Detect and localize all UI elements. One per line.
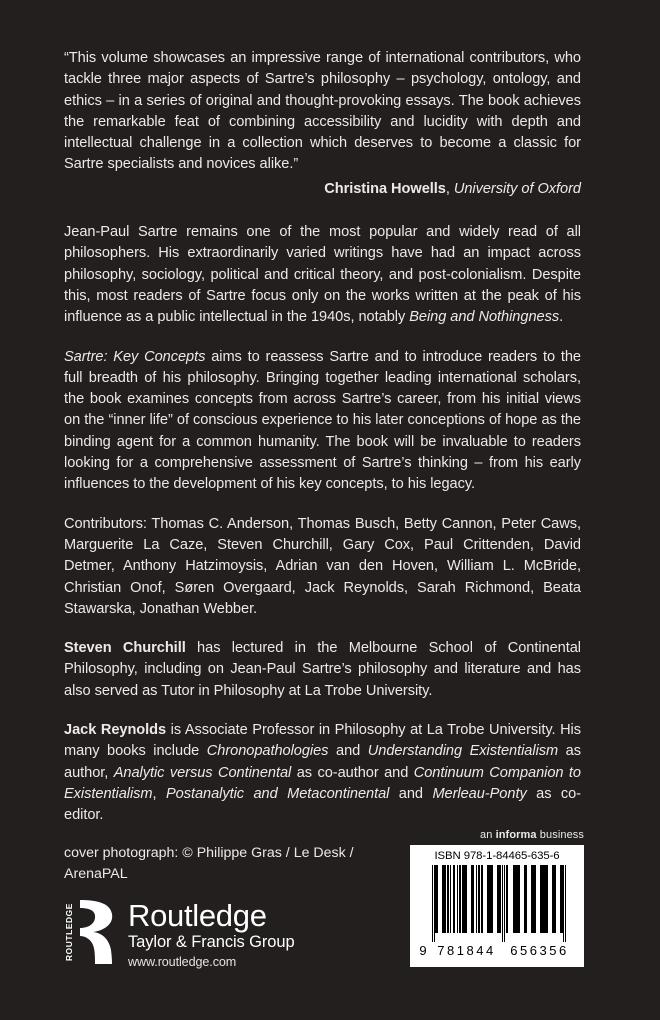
endorsement-attribution [64,179,581,200]
bio-reynolds-title-understanding-existentialism: Understanding Existentialism [367,743,559,760]
bio-reynolds-text-6: and [389,785,433,802]
bio-reynolds-title-merleau-ponty: Merleau-Ponty [432,785,527,802]
bio-steven-churchill [64,638,581,702]
routledge-r-icon [76,898,118,966]
endorsement-separator: , [445,180,454,197]
bio-reynolds-title-analytic-versus-continental: Analytic versus Continental [113,764,292,781]
isbn-number: ISBN 978-1-84465-635-6 [434,850,560,862]
blurb-p1-text: Jean-Paul Sartre remains one of the most popular and widely read of all philosophers. His extraordinarily varied writings have had an impact across philosophy, sociology, political and critical theory, and post-colonialism. Despite this, most readers of Sartre focus only on the works written at the peak of his influence as a public intellectual in the 1940s, notably [64,224,581,326]
barcode-ean-digits [416,943,576,958]
routledge-logo-mark [62,898,118,966]
cover-text-column [64,48,581,827]
bio-reynolds-title-continuum-companion: Continuum Companion to Existentialism [64,764,581,802]
endorsement-author: Christina Howells [324,180,446,197]
endorsement-affiliation: University of Oxford [453,180,581,197]
contributors-paragraph [64,514,581,620]
contributors-label: Contributors: [64,515,152,532]
blurb-p1-tail: . [559,309,564,326]
blurb-block [64,222,581,826]
ean-group-right: 656356 [510,943,569,958]
bio-reynolds-text-3: as author, [64,743,581,781]
informa-suffix: business [536,829,584,841]
ean-group-left: 781844 [437,943,496,958]
author-bios [64,638,581,826]
bio-reynolds-text-4: as co-author and [291,764,414,781]
blurb-paragraph-1 [64,222,581,328]
bio-churchill-text: has lectured in the Melbourne School of Continental Philosophy, including on Jean-Paul Sartre’s philosophy and literature and has also served as Tutor in Philosophy at La Trobe University. [64,640,581,699]
contributors-names: Thomas C. Anderson, Thomas Busch, Betty Cannon, Peter Caws, Marguerite La Caze, Steven Churchill, Gary Cox, Paul Crittenden, David Detmer, Anthony Hatzimoysis, Adrian van den Hoven, William L. McBride, Christian Onof, Søren Overgaard, Jack Reynolds, Sarah Richmond, Beata Stawarska, Jonathan Webber. [64,515,581,617]
bio-reynolds-name: Jack Reynolds [64,722,167,739]
informa-brand: informa [495,829,537,841]
barcode-bars [432,865,568,942]
informa-business-tagline [480,829,584,841]
bio-reynolds-text-2: and [328,743,368,760]
bio-reynolds-text-7: as co-editor. [64,785,581,824]
blurb-p2-text: aims to reassess Sartre and to introduce readers to the full breadth of his philosophy. Bringing together leading international scholars, the book examines concepts from across Sartre’s career, from his initial views on the “inner life” of conscious experience to his later conceptions of hope as the binding agent for a common humanity. The book will be invaluable to readers looking for a comprehensive assessment of Sartre’s thinking – from his early influences to the development of his key concepts, to his legacy. [64,348,581,493]
publisher-subtitle: Taylor & Francis Group [128,933,295,951]
informa-prefix: an [479,829,496,841]
blurb-paragraph-2 [64,347,581,496]
bio-churchill-name: Steven Churchill [64,640,186,657]
routledge-logo [62,898,295,970]
isbn-barcode [410,845,584,967]
blurb-p1-title-being-and-nothingness: Being and Nothingness [409,309,560,326]
bio-reynolds-text-5: , [152,785,166,802]
publisher-url: www.routledge.com [128,955,237,969]
blurb-p2-title-sartre-key-concepts: Sartre: Key Concepts [64,348,206,365]
bio-reynolds-title-postanalytic-metacontinental: Postanalytic and Metacontinental [165,785,390,802]
routledge-vertical-wordmark: ROUTLEDGE [64,903,74,961]
bio-reynolds-title-chronopathologies: Chronopathologies [206,743,329,760]
cover-photograph-credit: cover photograph: © Philippe Gras / Le Desk / ArenaPAL [64,845,354,882]
publisher-name: Routledge [128,898,267,933]
bio-jack-reynolds [64,720,581,826]
bio-reynolds-text-1: is Associate Professor in Philosophy at La Trobe University. His many books include [64,722,582,760]
endorsement-quote: “This volume showcases an impressive range of international contributors, who tackle three major aspects of Sartre’s philosophy – psychology, ontology, and ethics – in a series of original and thought-provoking essays. The book achieves the remarkable feat of combining accessibility and lucidity with depth and intellectual challenge in a collection which deserves to become a classic for Sartre specialists and novices alike.” [64,50,581,173]
ean-lead-digit: 9 [419,943,427,958]
endorsement-block [64,48,581,200]
routledge-logo-text [128,898,295,970]
